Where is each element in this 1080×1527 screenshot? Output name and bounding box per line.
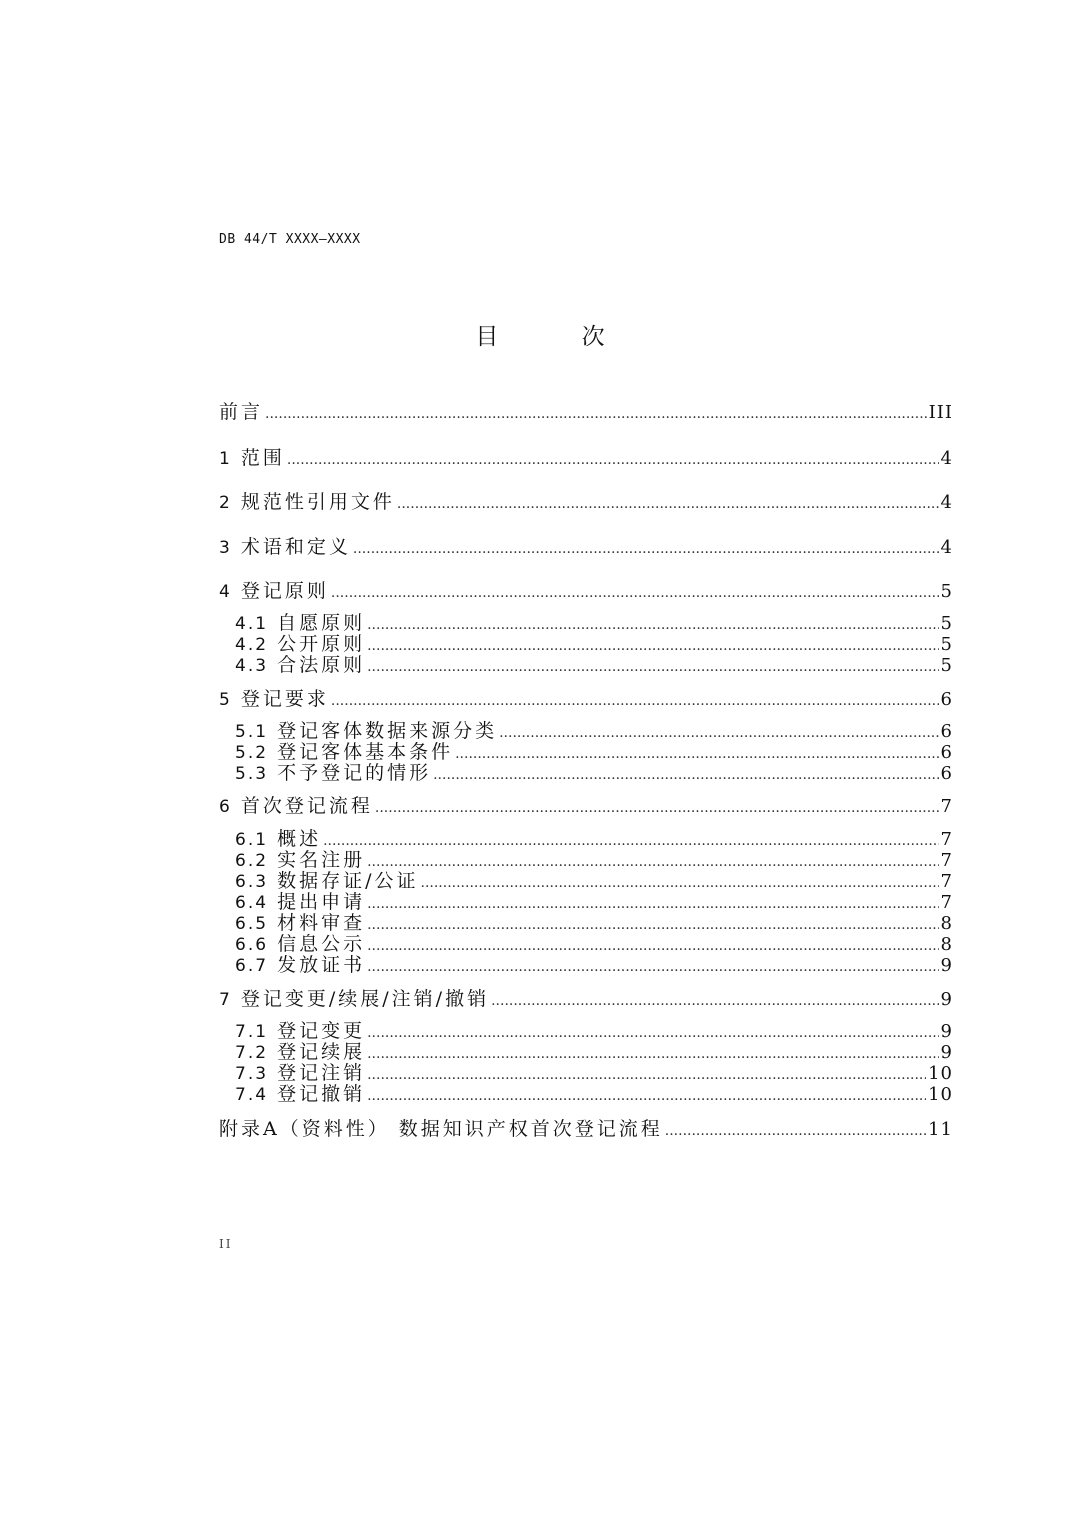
toc-entry-5-1[interactable]: [235, 722, 953, 741]
toc-number: 5: [219, 690, 232, 710]
dot-leader: [367, 939, 938, 953]
toc-label: 登记续展: [277, 1041, 366, 1063]
toc-page: III: [928, 402, 953, 423]
dot-leader: [287, 453, 939, 467]
toc-number: 1: [219, 449, 232, 469]
toc-label: 自愿原则: [277, 612, 366, 634]
toc-entry-foreword[interactable]: [219, 403, 953, 422]
dot-leader: [367, 660, 938, 674]
dot-leader: [665, 1124, 926, 1138]
toc-label: 登记注销: [277, 1062, 366, 1084]
toc-label: 公开原则: [277, 633, 366, 655]
toc-label: 登记变更/续展/注销/撤销: [240, 988, 490, 1010]
toc-page: 10: [928, 1063, 953, 1084]
dot-leader: [367, 918, 938, 932]
toc-page: 9: [940, 1021, 953, 1042]
dot-leader: [367, 960, 938, 974]
dot-leader: [455, 747, 938, 761]
dot-leader: [433, 768, 938, 782]
toc-number: 3: [219, 538, 232, 558]
toc-page: 8: [940, 934, 953, 955]
toc-entry-6[interactable]: [219, 797, 953, 816]
toc-number: 5.2: [235, 743, 269, 763]
dot-leader: [331, 694, 939, 708]
dot-leader: [331, 586, 939, 600]
toc-number: 2: [219, 493, 232, 513]
dot-leader: [353, 542, 939, 556]
toc-label: 首次登记流程: [240, 795, 373, 817]
toc-entry-7-4[interactable]: [235, 1085, 953, 1104]
toc-page: 5: [940, 613, 953, 634]
toc-page: 4: [940, 537, 953, 558]
toc-entry-6-7[interactable]: [235, 956, 953, 975]
toc-number: 4.2: [235, 635, 269, 655]
dot-leader: [499, 726, 938, 740]
toc-label: 登记客体基本条件: [277, 741, 454, 763]
toc-page: 4: [940, 448, 953, 469]
toc-number: 5.1: [235, 722, 269, 742]
toc-entry-6-3[interactable]: [235, 872, 953, 891]
toc-number: 6.1: [235, 830, 269, 850]
dot-leader: [421, 876, 939, 890]
toc-entry-4-3[interactable]: [235, 656, 953, 675]
toc-number: 7.4: [235, 1085, 269, 1105]
toc-label: 登记撤销: [277, 1083, 366, 1105]
toc-label: 术语和定义: [240, 536, 351, 558]
dot-leader: [323, 834, 938, 848]
dot-leader: [265, 407, 927, 421]
dot-leader: [367, 639, 938, 653]
page-number: II: [219, 1237, 233, 1251]
toc-label: 不予登记的情形: [277, 762, 432, 784]
toc-entry-5[interactable]: [219, 690, 953, 709]
toc-label: 信息公示: [277, 933, 366, 955]
toc-entry-4[interactable]: [219, 582, 953, 601]
toc-page: 11: [928, 1119, 953, 1140]
toc-number: 6.5: [235, 914, 269, 934]
toc-label: 范围: [240, 447, 285, 469]
dot-leader: [367, 618, 938, 632]
dot-leader: [367, 897, 938, 911]
toc-number: 6.7: [235, 956, 269, 976]
toc-entry-6-1[interactable]: [235, 830, 953, 849]
toc-page: 7: [940, 850, 953, 871]
dot-leader: [367, 855, 938, 869]
toc-label: 附录A（资料性） 数据知识产权首次登记流程: [219, 1118, 663, 1140]
page-title: 目 次: [475, 324, 643, 350]
dot-leader: [491, 994, 938, 1008]
toc-label: 登记客体数据来源分类: [277, 720, 498, 742]
toc-entry-3[interactable]: [219, 538, 953, 557]
toc-number: 5.3: [235, 764, 269, 784]
toc-entry-5-3[interactable]: [235, 764, 953, 783]
toc-number: 7.3: [235, 1064, 269, 1084]
toc-page: 5: [940, 655, 953, 676]
toc-number: 4.3: [235, 656, 269, 676]
toc-entry-1[interactable]: [219, 449, 953, 468]
toc-page: 7: [940, 871, 953, 892]
dot-leader: [367, 1026, 938, 1040]
document-code: DB 44/T XXXX—XXXX: [219, 232, 361, 247]
dot-leader: [367, 1089, 926, 1103]
toc-page: 5: [940, 581, 953, 602]
toc-label: 材料审查: [277, 912, 366, 934]
toc-label: 前言: [219, 401, 264, 423]
toc-label: 实名注册: [277, 849, 366, 871]
toc-number: 7.1: [235, 1022, 269, 1042]
toc-label: 登记变更: [277, 1020, 366, 1042]
toc-label: 发放证书: [277, 954, 366, 976]
toc-entry-4-1[interactable]: [235, 614, 953, 633]
toc-label: 合法原则: [277, 654, 366, 676]
toc-page: 5: [940, 634, 953, 655]
toc-page: 6: [940, 689, 953, 710]
toc-label: 数据存证/公证: [277, 870, 419, 892]
toc-entry-6-2[interactable]: [235, 851, 953, 870]
toc-number: 7.2: [235, 1043, 269, 1063]
toc-page: 7: [940, 796, 953, 817]
toc-number: 6: [219, 797, 232, 817]
toc-entry-7-3[interactable]: [235, 1064, 953, 1083]
dot-leader: [397, 497, 939, 511]
toc-page: 6: [940, 742, 953, 763]
toc-entry-6-6[interactable]: [235, 935, 953, 954]
toc-label: 概述: [277, 828, 322, 850]
dot-leader: [375, 801, 939, 815]
toc-page: 8: [940, 913, 953, 934]
toc-page: 4: [940, 492, 953, 513]
toc-page: 7: [940, 892, 953, 913]
toc-entry-4-2[interactable]: [235, 635, 953, 654]
toc-label: 登记原则: [240, 580, 329, 602]
toc-number: 6.3: [235, 872, 269, 892]
toc-number: 4.1: [235, 614, 269, 634]
toc-number: 6.4: [235, 893, 269, 913]
toc-page: 9: [940, 989, 953, 1010]
dot-leader: [367, 1068, 926, 1082]
toc-label: 规范性引用文件: [240, 491, 395, 513]
toc-page: 10: [928, 1084, 953, 1105]
toc-entry-7-1[interactable]: [235, 1022, 953, 1041]
toc-entry-5-2[interactable]: [235, 743, 953, 762]
toc-entry-6-5[interactable]: [235, 914, 953, 933]
toc-number: 4: [219, 582, 232, 602]
toc-number: 6.2: [235, 851, 269, 871]
toc-number: 6.6: [235, 935, 269, 955]
toc-entry-7[interactable]: [219, 990, 953, 1009]
toc-page: 9: [940, 955, 953, 976]
toc-entry-appendix-a[interactable]: [219, 1120, 953, 1139]
toc-entry-7-2[interactable]: [235, 1043, 953, 1062]
toc-label: 提出申请: [277, 891, 366, 913]
toc-page: 6: [940, 721, 953, 742]
toc-page: 9: [940, 1042, 953, 1063]
toc-number: 7: [219, 990, 232, 1010]
toc-label: 登记要求: [240, 688, 329, 710]
toc-page: 7: [940, 829, 953, 850]
toc-entry-6-4[interactable]: [235, 893, 953, 912]
dot-leader: [367, 1047, 938, 1061]
toc-page: 6: [940, 763, 953, 784]
toc-entry-2[interactable]: [219, 493, 953, 512]
